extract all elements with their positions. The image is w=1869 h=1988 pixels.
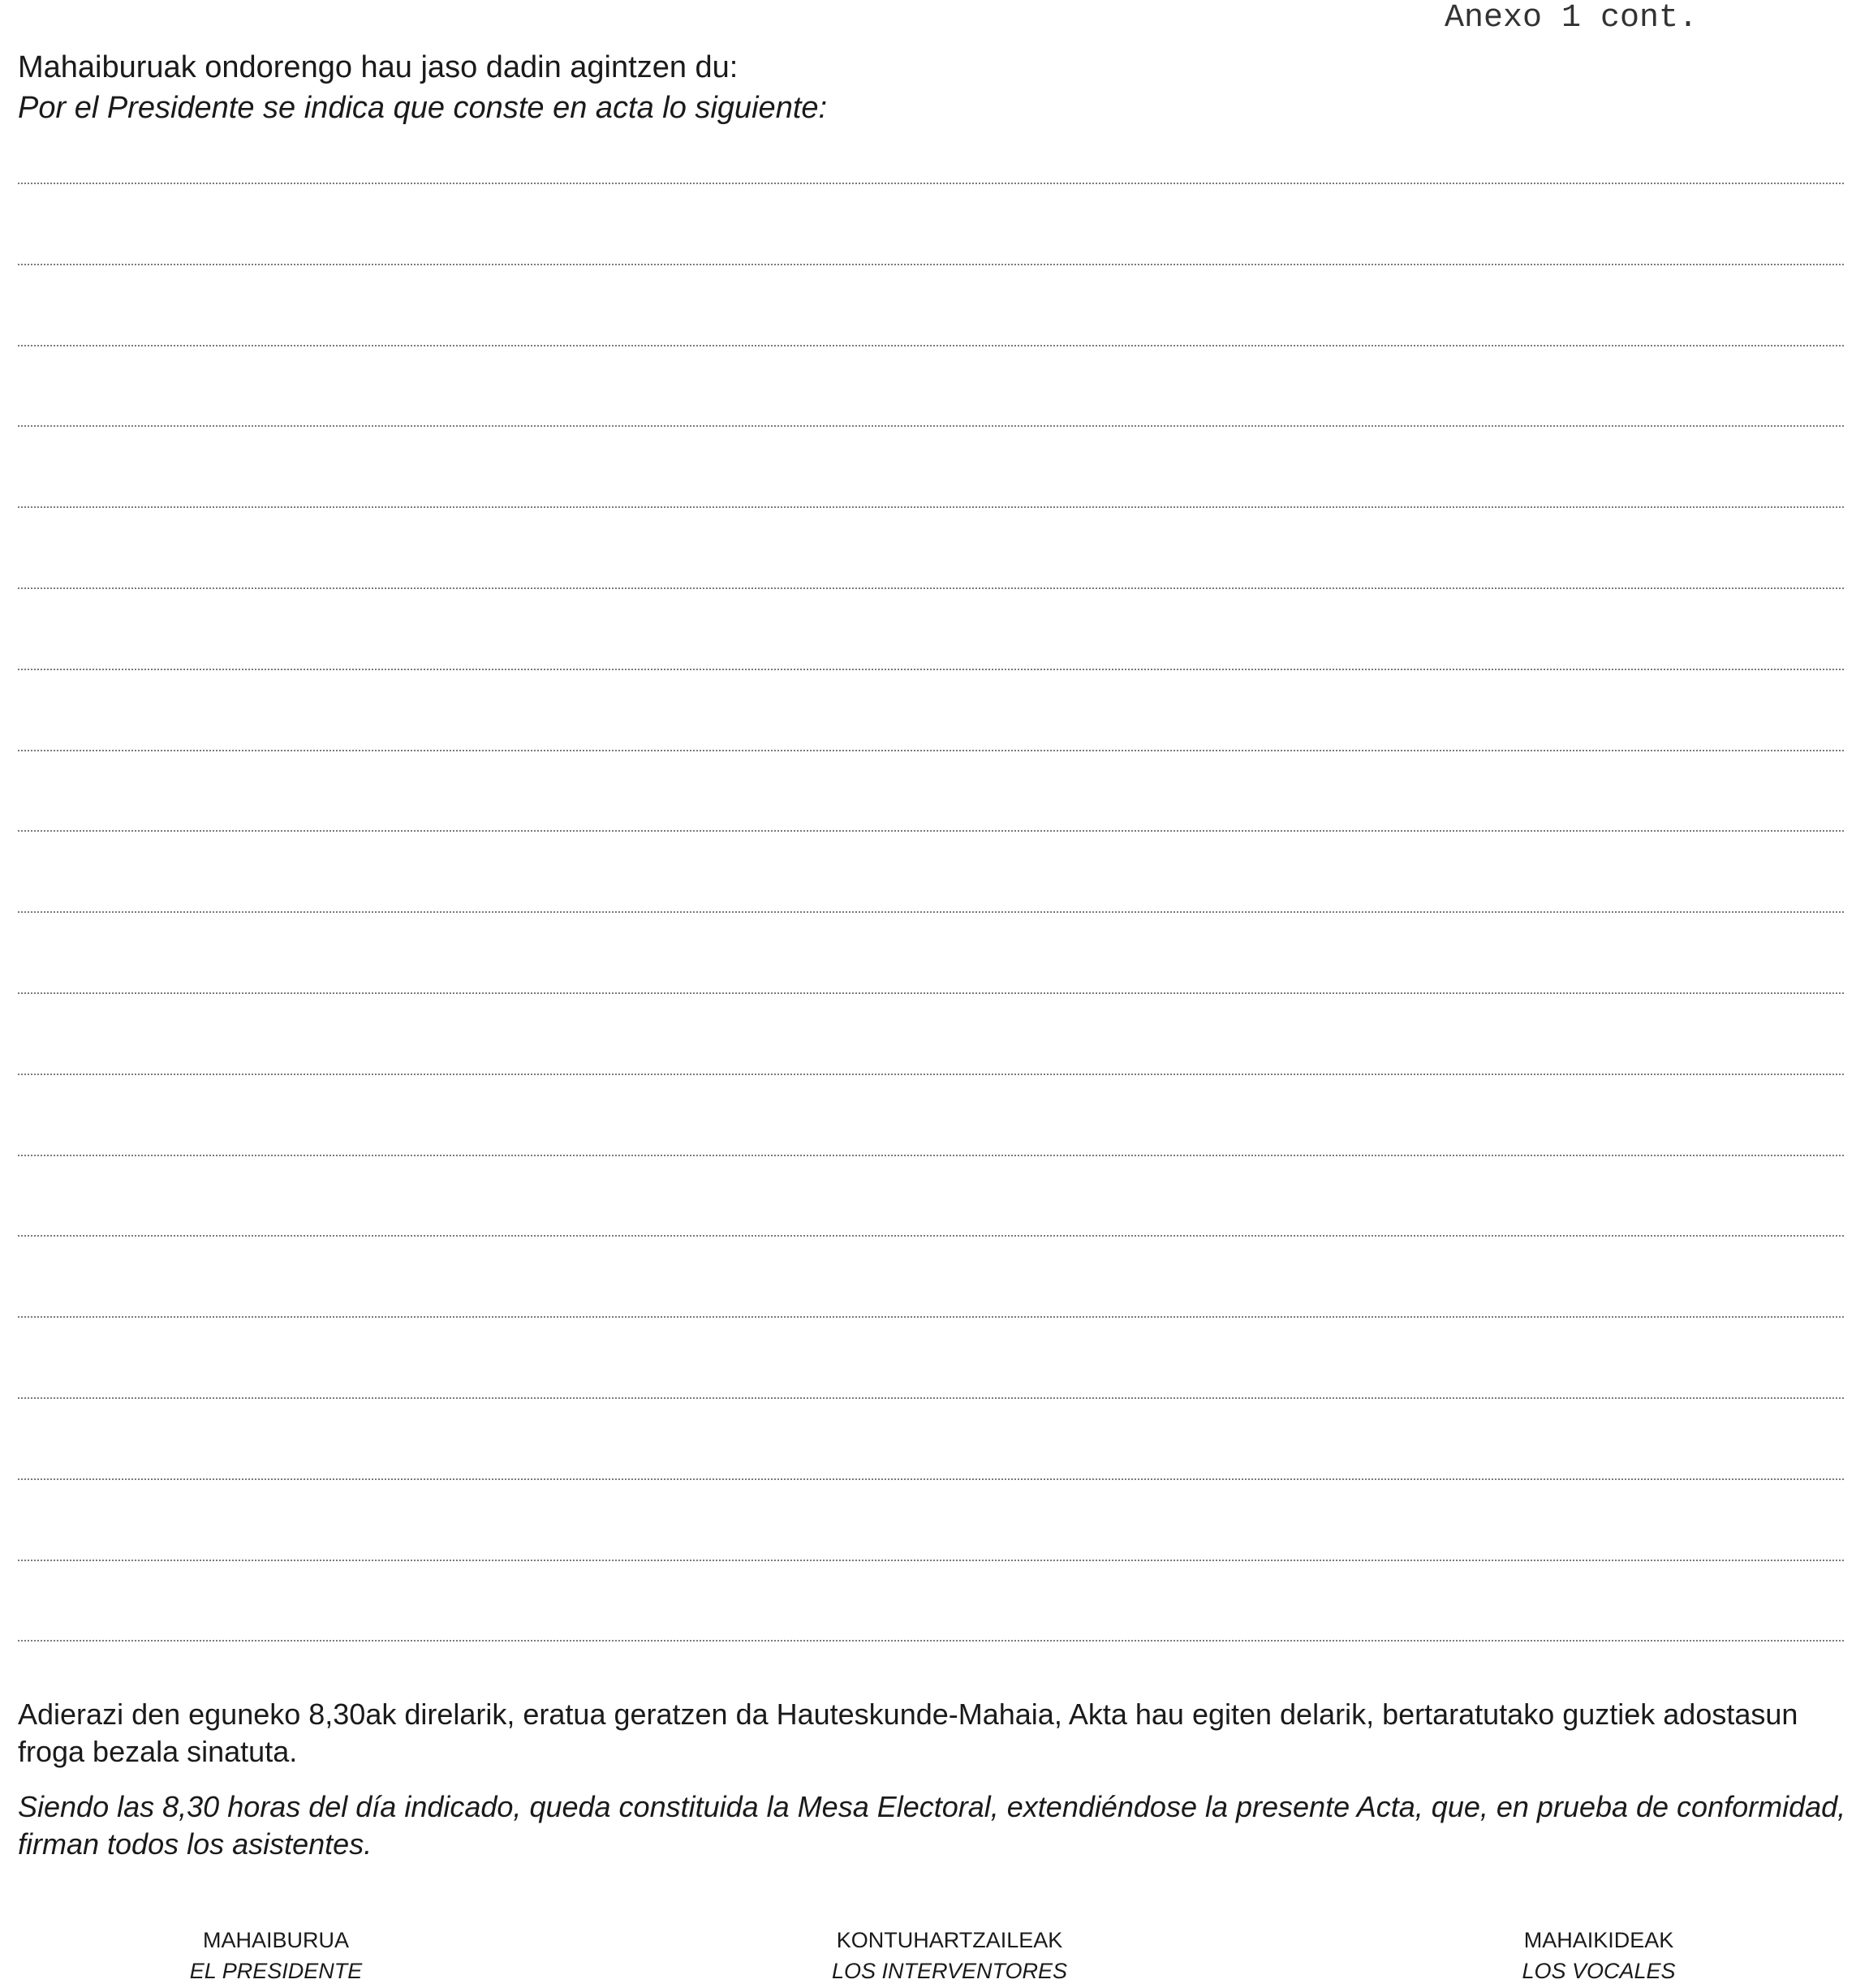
writing-line[interactable] xyxy=(18,1478,1844,1480)
signature-president xyxy=(146,1925,406,1986)
closing-basque: Adierazi den eguneko 8,30ak direlarik, eratua geratzen da Hauteskunde-Mahaia, Akta hau egiten delarik, bertaratutako guztiek adostasun froga bezala sinatuta. xyxy=(18,1698,1798,1768)
signature-vocales-es: LOS VOCALES xyxy=(1522,1959,1676,1983)
writing-line[interactable] xyxy=(18,1397,1844,1399)
writing-line[interactable] xyxy=(18,1560,1844,1561)
writing-line[interactable] xyxy=(18,1074,1844,1075)
writing-line[interactable] xyxy=(18,992,1844,994)
header-basque: Mahaiburuak ondorengo hau jaso dadin agintzen du: xyxy=(18,50,739,84)
signature-president-eu: MAHAIBURUA xyxy=(202,1928,350,1952)
writing-lines-area[interactable] xyxy=(18,183,1844,1721)
closing-spanish: Siendo las 8,30 horas del día indicado, queda constituida la Mesa Electoral, extendiéndose la presente Acta, que, en prueba de conformidad, firman todos los asistentes. xyxy=(18,1790,1846,1861)
writing-line[interactable] xyxy=(18,1235,1844,1237)
signature-interventores-es: LOS INTERVENTORES xyxy=(831,1959,1068,1983)
annex-label: Anexo 1 cont. xyxy=(1445,0,1699,37)
writing-line[interactable] xyxy=(18,183,1844,184)
signature-interventores-eu: KONTUHARTZAILEAK xyxy=(836,1928,1063,1952)
writing-line[interactable] xyxy=(18,425,1844,427)
writing-line[interactable] xyxy=(18,750,1844,751)
signature-vocales-eu: MAHAIKIDEAK xyxy=(1523,1928,1674,1952)
writing-line[interactable] xyxy=(18,1316,1844,1318)
writing-line[interactable] xyxy=(18,1155,1844,1156)
writing-line[interactable] xyxy=(18,345,1844,346)
writing-line[interactable] xyxy=(18,506,1844,508)
writing-line[interactable] xyxy=(18,830,1844,832)
writing-line[interactable] xyxy=(18,669,1844,670)
closing-statement xyxy=(18,1696,1860,1863)
signature-vocales xyxy=(1477,1925,1720,1986)
writing-line[interactable] xyxy=(18,1640,1844,1642)
form-header xyxy=(18,47,1836,128)
writing-line[interactable] xyxy=(18,587,1844,589)
writing-line[interactable] xyxy=(18,911,1844,913)
writing-line[interactable] xyxy=(18,264,1844,265)
signature-interventores xyxy=(779,1925,1120,1986)
header-spanish: Por el Presidente se indica que conste en acta lo siguiente: xyxy=(18,91,828,125)
signature-president-es: EL PRESIDENTE xyxy=(189,1959,363,1983)
